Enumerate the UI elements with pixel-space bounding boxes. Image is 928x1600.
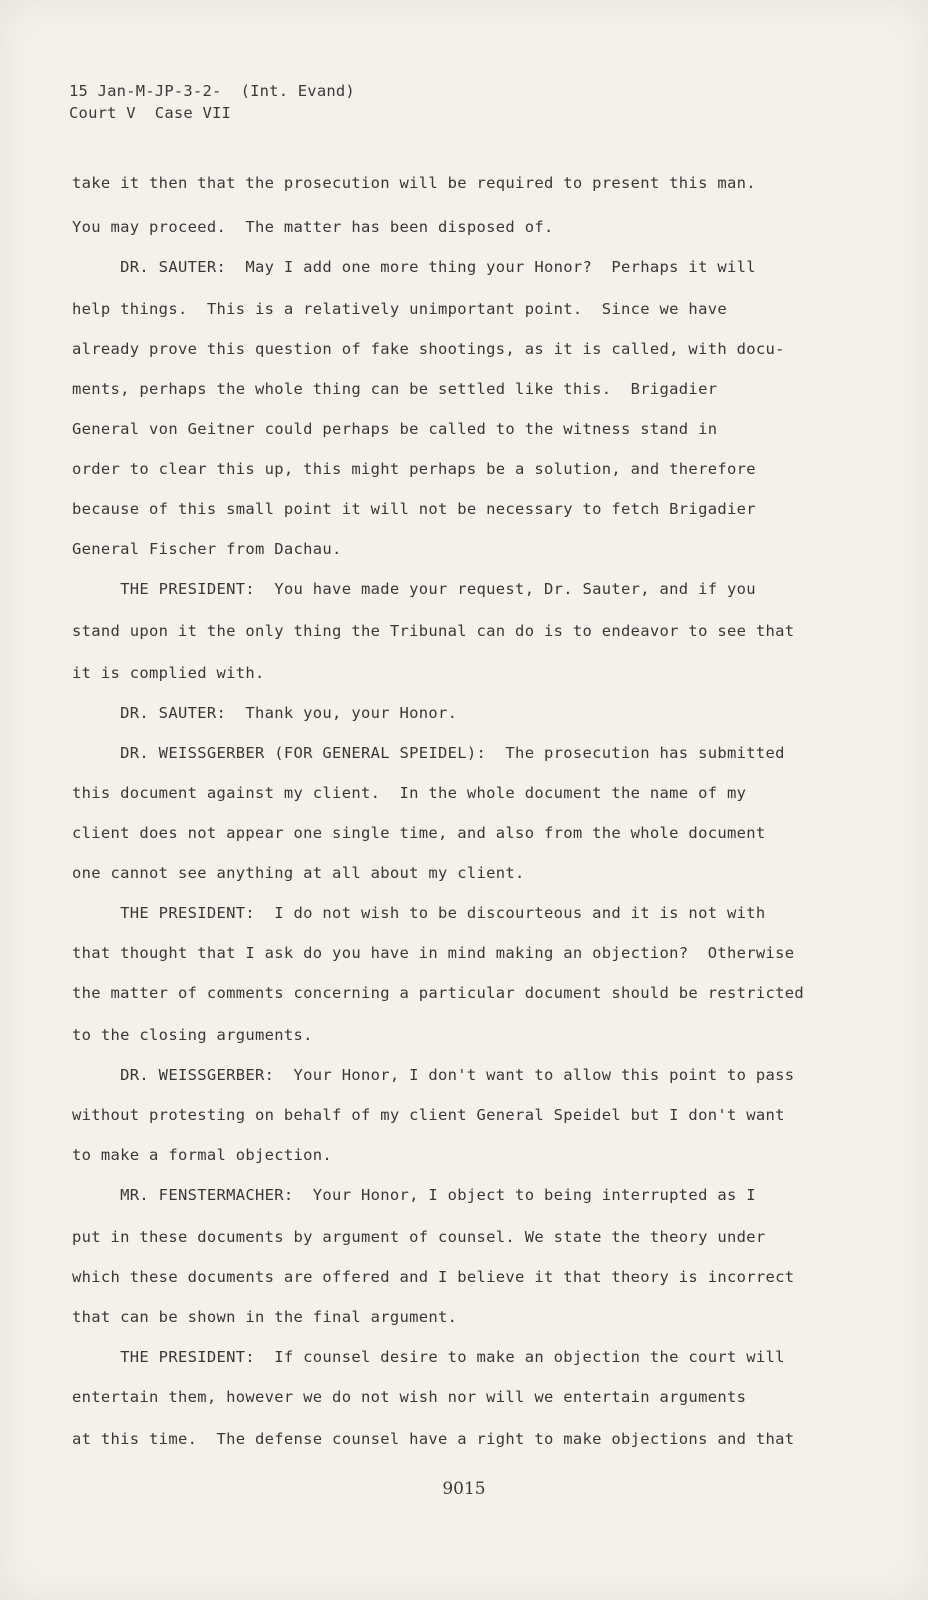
text-line: THE PRESIDENT: You have made your request, Dr. Sauter, and if you: [72, 580, 756, 598]
text-line: that can be shown in the final argument.: [72, 1308, 458, 1326]
text-line: DR. SAUTER: May I add one more thing your Honor? Perhaps it will: [72, 258, 756, 276]
text-line: DR. SAUTER: Thank you, your Honor.: [72, 704, 458, 722]
text-line: entertain them, however we do not wish nor will we entertain arguments: [72, 1388, 747, 1406]
text-line: THE PRESIDENT: I do not wish to be discourteous and it is not with: [72, 904, 766, 922]
text-line: client does not appear one single time, and also from the whole document: [72, 824, 766, 842]
text-line: because of this small point it will not be necessary to fetch Brigadier: [72, 500, 756, 518]
text-line: General Fischer from Dachau.: [72, 540, 342, 558]
text-line: this document against my client. In the whole document the name of my: [72, 784, 747, 802]
text-line: to make a formal objection.: [72, 1146, 333, 1164]
text-line: THE PRESIDENT: If counsel desire to make an objection the court will: [72, 1348, 785, 1366]
text-line: the matter of comments concerning a particular document should be restricted: [72, 984, 805, 1002]
text-line: at this time. The defense counsel have a right to make objections and that: [72, 1430, 795, 1448]
text-line: General von Geitner could perhaps be called to the witness stand in: [72, 420, 718, 438]
text-line: that thought that I ask do you have in mind making an objection? Otherwise: [72, 944, 795, 962]
text-line: it is complied with.: [72, 664, 265, 682]
text-line: already prove this question of fake shootings, as it is called, with docu-: [72, 340, 785, 358]
text-line: You may proceed. The matter has been disposed of.: [72, 218, 554, 236]
text-line: to the closing arguments.: [72, 1026, 313, 1044]
text-line: stand upon it the only thing the Tribunal can do is to endeavor to see that: [72, 622, 795, 640]
header-line-1: 15 Jan-M-JP-3-2- (Int. Evand): [69, 82, 355, 100]
text-line: DR. WEISSGERBER (FOR GENERAL SPEIDEL): The prosecution has submitted: [72, 744, 785, 762]
header-line-2: Court V Case VII: [69, 104, 232, 122]
text-line: ments, perhaps the whole thing can be settled like this. Brigadier: [72, 380, 718, 398]
document-header: [69, 80, 355, 124]
text-line: one cannot see anything at all about my client.: [72, 864, 525, 882]
text-line: take it then that the prosecution will be required to present this man.: [72, 174, 756, 192]
text-line: order to clear this up, this might perhaps be a solution, and therefore: [72, 460, 756, 478]
text-line: which these documents are offered and I believe it that theory is incorrect: [72, 1268, 795, 1286]
text-line: help things. This is a relatively unimportant point. Since we have: [72, 300, 727, 318]
page-number: 9015: [442, 1479, 486, 1499]
text-line: without protesting on behalf of my client General Speidel but I don't want: [72, 1106, 785, 1124]
text-line: put in these documents by argument of counsel. We state the theory under: [72, 1228, 766, 1246]
text-line: MR. FENSTERMACHER: Your Honor, I object to being interrupted as I: [72, 1186, 756, 1204]
text-line: DR. WEISSGERBER: Your Honor, I don't want to allow this point to pass: [72, 1066, 795, 1084]
